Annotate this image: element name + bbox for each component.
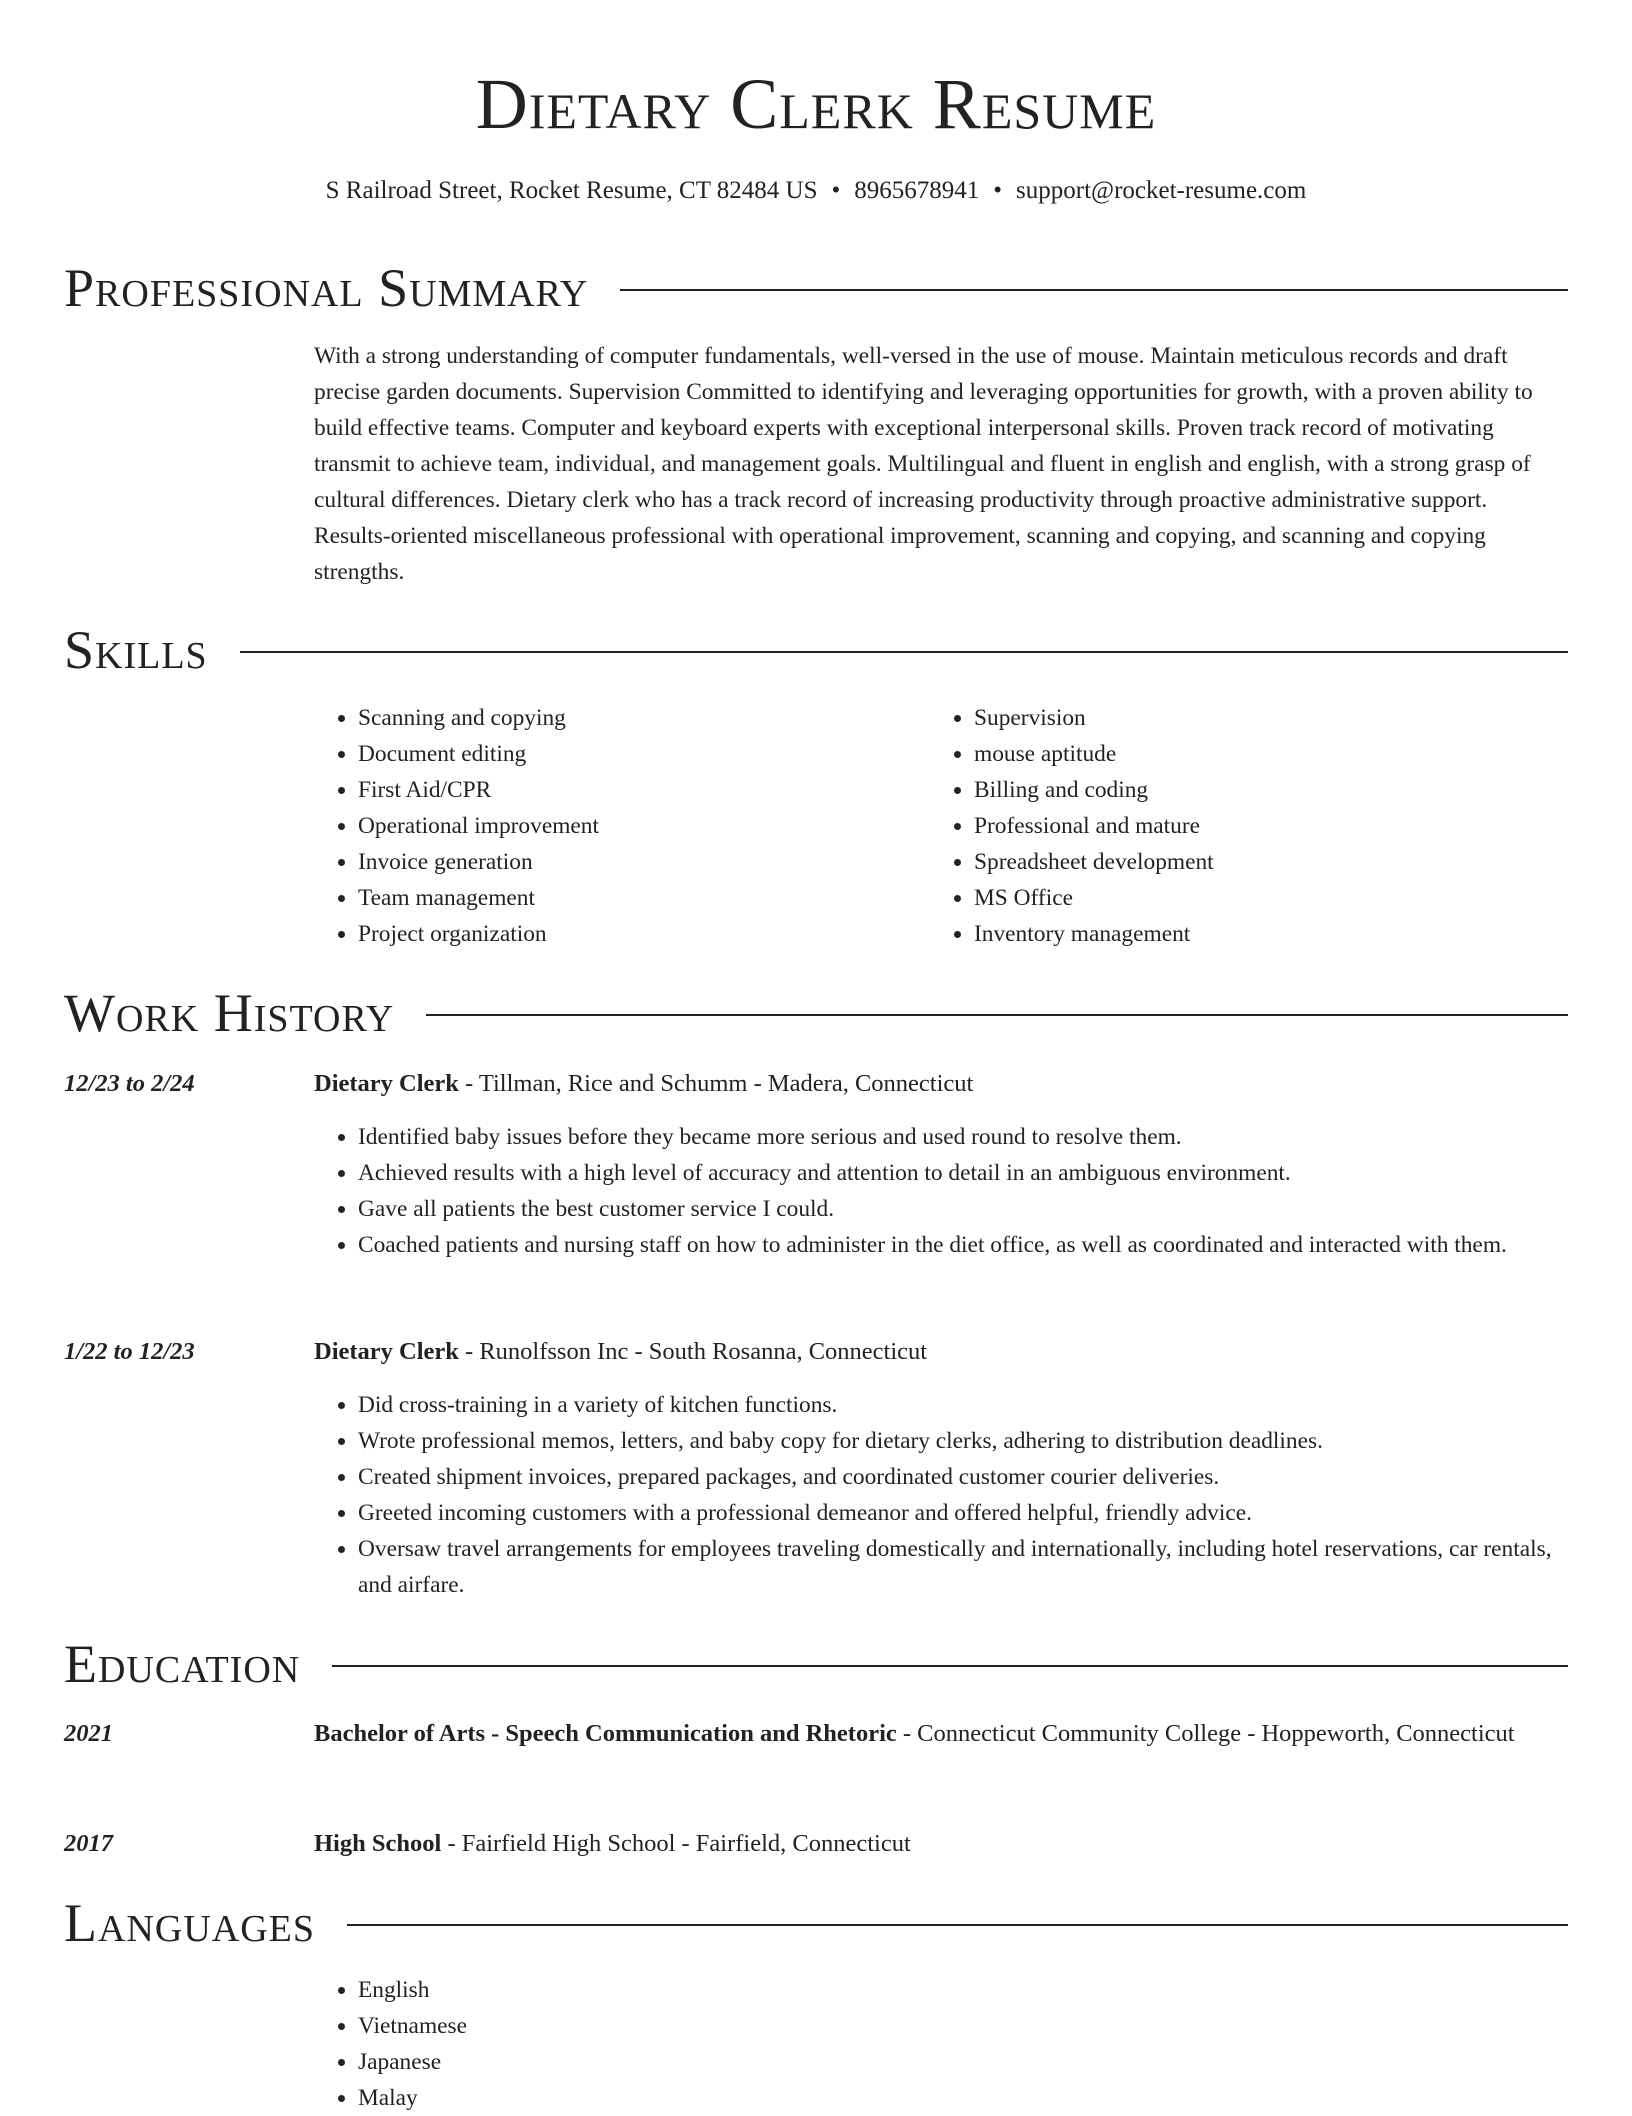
job-bullets [314,1119,1568,1263]
job-bullet: • Gave all patients the best customer service I could. [358,1191,1568,1227]
section-header-work-history [64,983,1568,1043]
school-details: - Connecticut Community College - Hoppeworth, Connecticut [896,1720,1515,1747]
contact-line [0,174,1632,208]
language-item: • Japanese [358,2044,467,2080]
section-header-education [64,1634,1568,1694]
job-bullet: • Identified baby issues before they became more serious and used round to resolve them. [358,1119,1568,1155]
language-item: • English [358,1972,467,2008]
job-details: - Tillman, Rice and Schumm - Madera, Connecticut [458,1070,974,1097]
section-divider [426,1014,1568,1016]
section-header-skills [64,620,1568,680]
skill-item: • Professional and mature [974,808,1214,844]
skill-item: • Invoice generation [358,844,599,880]
section-divider [620,289,1568,291]
separator: • [831,177,841,204]
education-year: 2021 [64,1720,113,1747]
job-title-line [314,1332,1568,1372]
school-details: - Fairfield High School - Fairfield, Connecticut [441,1830,911,1857]
skill-item: • First Aid/CPR [358,772,599,808]
section-title: Professional Summary [64,258,589,318]
degree-name: Bachelor of Arts - Speech Communication and Rhetoric [314,1720,897,1747]
job-title-line [314,1064,1568,1104]
email-link[interactable]: support@rocket-resume.com [1016,177,1307,204]
separator: • [993,177,1003,204]
page-title: Dietary Clerk Resume [475,64,1157,144]
section-header-summary [64,258,1568,318]
job-date: 1/22 to 12/23 [64,1338,195,1365]
section-divider [240,651,1568,653]
section-header-languages [64,1893,1568,1953]
job-bullet: • Wrote professional memos, letters, and baby copy for dietary clerks, adhering to distribution deadlines. [358,1423,1568,1459]
job-bullet: • Greeted incoming customers with a professional demeanor and offered helpful, friendly advice. [358,1495,1568,1531]
section-title: Work History [64,983,395,1043]
skills-column-right [930,700,1214,952]
section-title: Skills [64,620,208,680]
job-role: Dietary Clerk [314,1070,459,1097]
skill-item: • Billing and coding [974,772,1214,808]
education-year: 2017 [64,1830,113,1857]
job-bullet: • Achieved results with a high level of accuracy and attention to detail in an ambiguous environment. [358,1155,1568,1191]
address: S Railroad Street, Rocket Resume, CT 82484 US [325,177,818,204]
job-bullets [314,1387,1568,1603]
skill-item: • MS Office [974,880,1214,916]
skill-item: • mouse aptitude [974,736,1214,772]
job-date: 12/23 to 2/24 [64,1070,195,1097]
job-role: Dietary Clerk [314,1338,459,1365]
skill-item: • Spreadsheet development [974,844,1214,880]
skill-item: • Supervision [974,700,1214,736]
job-bullet: • Created shipment invoices, prepared packages, and coordinated customer courier deliveries. [358,1459,1568,1495]
skill-item: • Operational improvement [358,808,599,844]
phone: 8965678941 [854,177,980,204]
section-divider [347,1924,1568,1926]
summary-text: With a strong understanding of computer fundamentals, well-versed in the use of mouse. Maintain meticulous records and draft precise garden documents. Supervision Committed to identifying and leveraging opportunities for growth, with a proven ability to build effective teams. Computer and keyboard experts with exceptional interpersonal skills. Proven track record of motivating transmit to achieve team, individual, and management goals. Multilingual and fluent in english and english, with a strong grasp of cultural differences. Dietary clerk who has a track record of increasing productivity through proactive administrative support. Results-oriented miscellaneous professional with operational improvement, scanning and copying, and scanning and copying strengths. [314,343,1533,585]
skill-item: • Project organization [358,916,599,952]
job-bullet: • Coached patients and nursing staff on how to administer in the diet office, as well as coordinated and interacted with them. [358,1227,1568,1263]
skill-item: • Scanning and copying [358,700,599,736]
skill-item: • Inventory management [974,916,1214,952]
job-bullet: • Oversaw travel arrangements for employees traveling domestically and internationally, including hotel reservations, car rentals, and airfare. [358,1531,1568,1603]
languages-list [314,1972,467,2116]
education-line [314,1714,1568,1754]
section-title: Education [64,1634,301,1694]
education-line [314,1824,1568,1864]
language-item: • Malay [358,2080,467,2116]
skill-item: • Team management [358,880,599,916]
skills-column-left [314,700,599,952]
job-bullet: • Did cross-training in a variety of kitchen functions. [358,1387,1568,1423]
skill-item: • Document editing [358,736,599,772]
section-title: Languages [64,1893,315,1953]
degree-name: High School [314,1830,442,1857]
job-details: - Runolfsson Inc - South Rosanna, Connecticut [458,1338,928,1365]
language-item: • Vietnamese [358,2008,467,2044]
section-divider [332,1665,1568,1667]
